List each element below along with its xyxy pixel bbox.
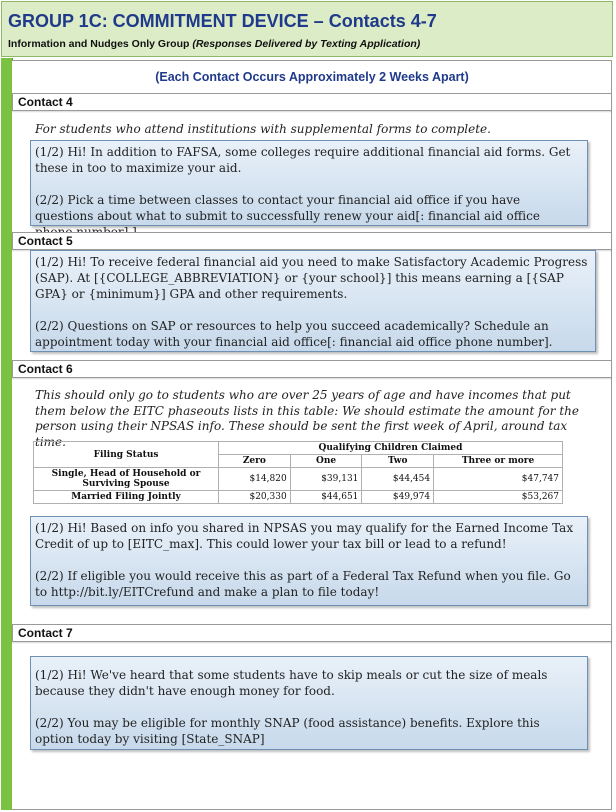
contact-6-note: This should only go to students who are over 25 years of age and have incomes that put them below the EITC phaseouts lists in this table: We should estimate the amount for the person using their NPSAS info. These should be sent the first week of April, around tax time. xyxy=(35,388,579,449)
contact-6-message-1: (1/2) Hi! Based on info you shared in NPSAS you may qualify for the Earned Income Tax Credit of up to [EITC_max]. This could lower your tax bill or lead to a refund! xyxy=(35,521,574,551)
table-cell: $44,454 xyxy=(362,468,434,491)
contact-4-message-2: (2/2) Pick a time between classes to contact your financial aid office if you have questions about what to submit to successfully renew your aid[: financial aid office xyxy=(35,193,540,223)
column-header: One xyxy=(290,455,362,468)
qualifying-children-header: Qualifying Children Claimed xyxy=(219,442,563,455)
table-cell: $14,820 xyxy=(219,468,291,491)
contact-6-message xyxy=(30,516,588,606)
page-subtitle xyxy=(8,38,420,50)
contact-4-message xyxy=(30,140,588,226)
contact-7-heading: Contact 7 xyxy=(12,624,612,642)
contact-5-message xyxy=(30,250,596,352)
table-cell: $20,330 xyxy=(219,491,291,504)
contact-5-message-1: (1/2) Hi! To receive federal financial aid you need to make Satisfactory Academic Progress (SAP). At [{COLLEGE_ABBREVIATION} or {your school}] this means earning a [{SAP GPA} or {minimum}] GPA and other requirements. xyxy=(35,255,588,301)
row-label: Single, Head of Household or Surviving Spouse xyxy=(34,468,219,491)
table-cell: $39,131 xyxy=(290,468,362,491)
column-header: Zero xyxy=(219,455,291,468)
schedule-note: (Each Contact Occurs Approximately 2 Weeks Apart) xyxy=(155,70,469,84)
table-cell: $47,747 xyxy=(434,468,563,491)
subtitle-italic: (Responses Delivered by Texting Application) xyxy=(192,38,421,50)
table-cell: $53,267 xyxy=(434,491,563,504)
column-header: Two xyxy=(362,455,434,468)
contact-5-message-2: (2/2) Questions on SAP or resources to help you succeed academically? Schedule an appointment today with your financial aid office[: financial aid office phone number]. xyxy=(35,319,553,349)
eitc-table xyxy=(33,441,563,504)
contact-6-heading: Contact 6 xyxy=(12,360,612,378)
table-cell: $44,651 xyxy=(290,491,362,504)
page-header xyxy=(1,1,613,57)
page-title: GROUP 1C: COMMITMENT DEVICE – Contacts 4-7 xyxy=(8,11,437,31)
contact-6-message-2: (2/2) If eligible you would receive this as part of a Federal Tax Refund when you file. Go to http://bit.ly/EITCrefund and make a plan to file today! xyxy=(35,569,571,599)
contact-7-message-1: (1/2) Hi! We've heard that some students have to skip meals or cut the size of meals because they didn't have enough money for food. xyxy=(35,668,548,698)
contact-7-message xyxy=(30,656,588,750)
column-header: Three or more xyxy=(434,455,563,468)
table-row xyxy=(34,491,563,504)
row-label: Married Filing Jointly xyxy=(34,491,219,504)
table-row xyxy=(34,468,563,491)
table-cell: $49,974 xyxy=(362,491,434,504)
contact-7-message-2: (2/2) You may be eligible for monthly SNAP (food assistance) benefits. Explore this option today by visiting [State_SNAP] xyxy=(35,716,540,746)
filing-status-header: Filing Status xyxy=(34,442,219,468)
contact-4-note: For students who attend institutions with supplemental forms to complete. xyxy=(35,122,491,136)
subtitle-main: Information and Nudges Only Group xyxy=(8,38,193,50)
contact-4-message-1: (1/2) Hi! In addition to FAFSA, some colleges require additional financial aid forms. Get these in too to maximize your aid. xyxy=(35,145,571,175)
contact-5-heading: Contact 5 xyxy=(12,232,612,250)
contact-4-heading: Contact 4 xyxy=(12,93,612,111)
